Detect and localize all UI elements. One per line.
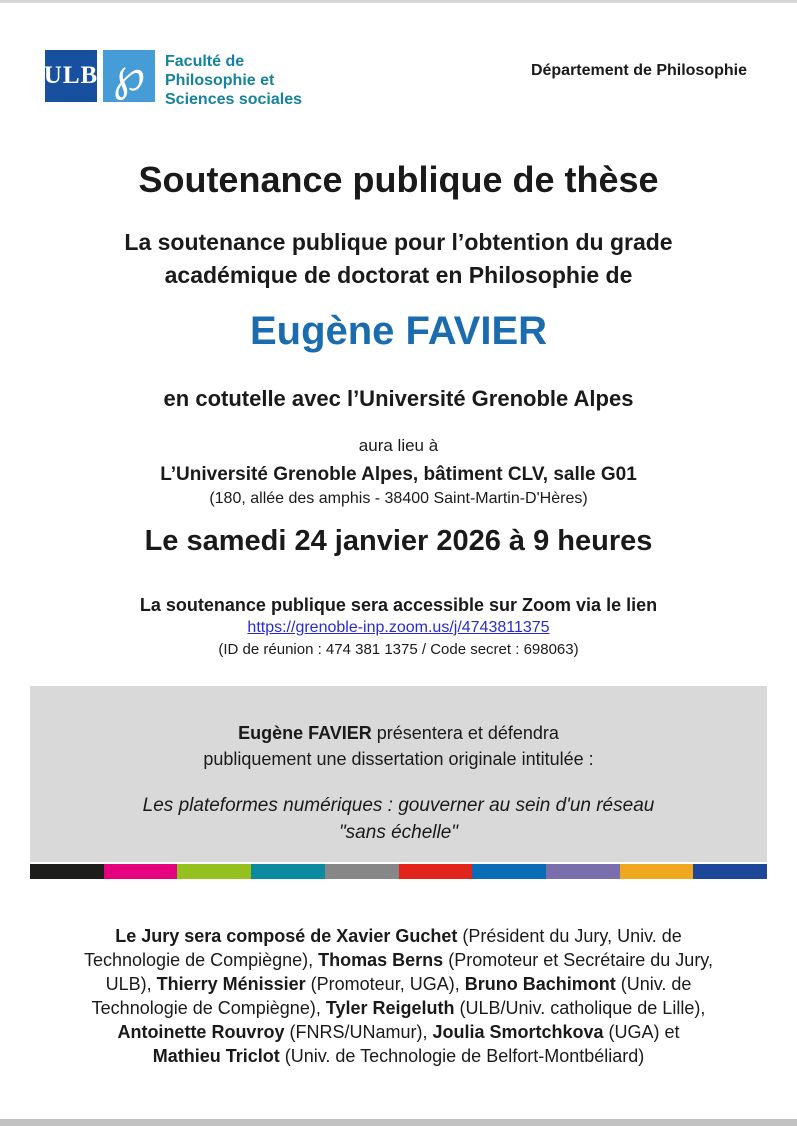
zoom-meeting-details: (ID de réunion : 474 381 1375 / Code secret : 698063) — [218, 641, 579, 658]
jury-line — [40, 1044, 757, 1068]
announcement-intro-line2: publiquement une dissertation originale intitulée : — [203, 749, 594, 769]
faculty-name-line: Sciences sociales — [165, 91, 302, 108]
color-stripe-segment — [399, 864, 473, 879]
ulb-faculty-logo — [45, 50, 302, 109]
ulb-logo-square — [45, 50, 97, 102]
text-segment: (FNRS/UNamur), — [284, 1022, 433, 1042]
text-segment: Bruno Bachimont — [464, 974, 616, 994]
text-segment: Technologie de Compiègne), — [91, 998, 326, 1018]
text-segment: Tyler Reigeluth — [325, 998, 455, 1018]
faculty-name-line: Philosophie et — [165, 72, 275, 89]
color-stripe-segment — [693, 864, 767, 879]
jury-line — [40, 996, 757, 1020]
jury-line — [40, 924, 757, 948]
ulb-acronym: ULB — [43, 62, 99, 89]
jury-line — [40, 972, 757, 996]
page-top-edge — [0, 0, 797, 3]
announcement-intro — [30, 720, 767, 772]
zoom-link-line — [0, 619, 797, 637]
color-stripe-segment — [104, 864, 178, 879]
thesis-title-line1: Les plateformes numériques : gouverner au sein d'un réseau — [142, 795, 655, 816]
venue-intro: aura lieu à — [358, 436, 439, 455]
candidate-name: Eugène FAVIER — [249, 309, 548, 353]
department-title: Département de Philosophie — [530, 62, 747, 79]
announcement-box — [30, 686, 767, 862]
text-segment: (Promoteur, UGA), — [305, 974, 465, 994]
header — [45, 50, 747, 109]
text-segment: Technologie de Compiègne), — [84, 950, 319, 970]
text-segment: (UGA) et — [603, 1022, 680, 1042]
color-stripe-segment — [177, 864, 251, 879]
color-stripe-segment — [325, 864, 399, 879]
faculty-name — [165, 50, 302, 109]
subtitle — [0, 226, 797, 292]
defense-date: Le samedi 24 janvier 2026 à 9 heures — [144, 525, 653, 557]
thesis-title-line2: "sans échelle" — [338, 822, 459, 843]
cotutelle-note: en cotutelle avec l’Université Grenoble Alpes — [163, 386, 634, 411]
venue-name: L’Université Grenoble Alpes, bâtiment CLV, salle G01 — [160, 464, 637, 485]
color-stripe-segment — [546, 864, 620, 879]
color-stripe-segment — [30, 864, 104, 879]
announcement-intro-line1 — [30, 720, 767, 746]
text-segment: (Univ. de Technologie de Belfort-Montbéliard) — [279, 1046, 645, 1066]
text-segment: présentera et défendra — [371, 723, 559, 743]
text-segment: Thierry Ménissier — [156, 974, 306, 994]
zoom-access-note: La soutenance publique sera accessible sur Zoom via le lien — [139, 595, 658, 615]
text-segment: Thomas Berns — [318, 950, 444, 970]
text-segment: (Président du Jury, Univ. de — [457, 926, 682, 946]
page-title: Soutenance publique de thèse — [138, 159, 659, 200]
text-segment: Eugène FAVIER — [238, 723, 372, 743]
venue-address: (180, allée des amphis - 38400 Saint-Martin-D'Hères) — [209, 490, 588, 507]
page-bottom-edge — [0, 1119, 797, 1126]
faculty-logo-square — [103, 50, 155, 102]
text-segment: Antoinette Rouvroy — [117, 1022, 285, 1042]
jury-composition — [40, 924, 757, 1068]
thesis-title — [30, 792, 767, 846]
color-stripe-segment — [620, 864, 694, 879]
text-segment: ULB), — [105, 974, 157, 994]
faculty-name-line: Faculté de — [165, 53, 245, 70]
faculty-philosophy-icon: ℘ — [112, 48, 146, 100]
color-stripe-segment — [472, 864, 546, 879]
text-segment: Mathieu Triclot — [152, 1046, 280, 1066]
color-stripe — [30, 864, 767, 879]
color-stripe-segment — [251, 864, 325, 879]
subtitle-text: La soutenance publique pour l’obtention du grade académique de doctorat en Philosophie de — [124, 229, 673, 288]
jury-line — [40, 948, 757, 972]
text-segment: Joulia Smortchkova — [432, 1022, 604, 1042]
text-segment: (Univ. de — [615, 974, 692, 994]
text-segment: (ULB/Univ. catholique de Lille), — [454, 998, 706, 1018]
text-segment: Le Jury sera composé de Xavier Guchet — [115, 926, 458, 946]
text-segment: (Promoteur et Secrétaire du Jury, — [443, 950, 713, 970]
zoom-link[interactable]: https://grenoble-inp.zoom.us/j/4743811375 — [247, 619, 550, 636]
jury-line — [40, 1020, 757, 1044]
